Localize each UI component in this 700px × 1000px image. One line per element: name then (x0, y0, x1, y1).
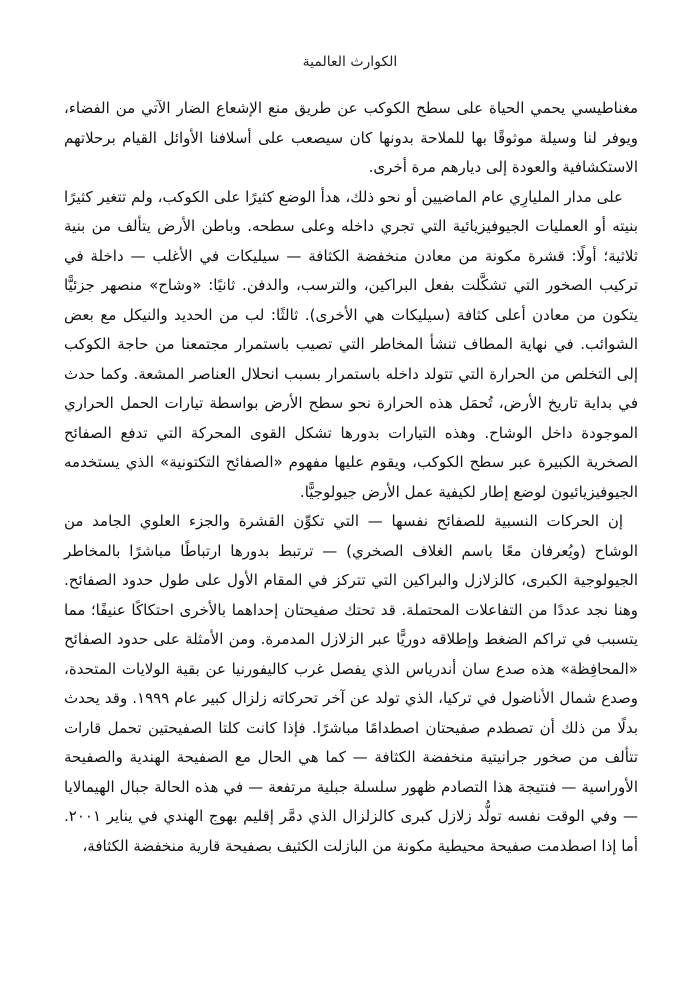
paragraph-earth-structure: على مدار المليارِي عام الماضيين أو نحو ذلك، هدأ الوضع كثيرًا على الكوكب، ولم تتغير كثيرًا بنيته أو العمليات الجيوفيزيائية التي تجري داخله وعلى سطحه. وباطن الأرض يتألف من بنية ثلاثية؛ أولًا: قشرة مكونة من معادن منخفضة الكثافة — سيليكات في الأغلب — داخلة في تركيب الصخور التي تشكَّلت بفعل البراكين، والترسب، والدفن. ثانيًا: «وشاح» منصهر جزئيًّا يتكون من معادن أعلى كثافة (سيليكات هي الأخرى). ثالثًا: لب من الحديد والنيكل مع بعض الشوائب. في نهاية المطاف تنشأ المخاطر التي تصيب باستمرار مجتمعنا من حاجة الكوكب إلى التخلص من الحرارة التي تتولد داخله باستمرار بسبب انحلال العناصر المشعة. وكما حدث في بداية تاريخ الأرض، تُحمَل هذه الحرارة نحو سطح الأرض بواسطة تيارات الحمل الحراري الموجودة داخل الوشاح. وهذه التيارات بدورها تشكل القوى المحركة التي تدفع الصفائح الصخرية الكبيرة عبر سطح الكوكب، ويقوم عليها مفهوم «الصفائح التكتونية» الذي يستخدمه الجيوفيزيائيون لوضع إطار لكيفية عمل الأرض جيولوجيًّا. (64, 187, 638, 501)
paragraph-continuation: مغناطيسي يحمي الحياة على سطح الكوكب عن طريق منع الإشعاع الضار الآتي من الفضاء، ويوفر لنا وسيلة موثوقًا بها للملاحة بدونها كان سيصعب على أسلافنا الأوائل القيام برحلاتهم الاستكشافية والعودة إلى ديارهم مرة أخرى. (64, 99, 638, 176)
body-text (64, 94, 638, 861)
running-header-title: الكوارث العالمية (302, 54, 398, 70)
paragraph-plate-motions: إن الحركات النسبية للصفائح نفسها — التي تكوِّن القشرة والجزء العلوي الجامد من الوشاح (ويُعرفان معًا باسم الغلاف الصخري) — ترتبط بدورها ارتباطًا مباشرًا بالمخاطر الجيولوجية الكبرى، كالزلازل والبراكين التي تتركز في المقام الأول على طول حدود الصفائح. وهنا نجد عددًا من التفاعلات المحتملة. قد تحتك صفيحتان إحداهما بالأخرى احتكاكًا عنيفًا؛ مما يتسبب في تراكم الضغط وإطلاقه دوريًّا عبر الزلازل المدمرة. ومن الأمثلة على حدود الصفائح «المحافِظة» هذه صدع سان أندرياس الذي يفصل غرب كاليفورنيا عن بقية الولايات المتحدة، وصدع شمال الأناضول في تركيا، الذي تولد عن آخر تحركاته زلزال كبير عام ١٩٩٩. وقد يحدث بدلًا من ذلك أن تصطدم صفيحتان اصطدامًا مباشرًا. فإذا كانت كلتا الصفيحتين تحمل قارات تتألف من صخور جرانيتية منخفضة الكثافة — كما هي الحال مع الصفيحة الهندية والصفيحة الأوراسية — فنتيجة هذا التصادم ظهور سلسلة جبلية مرتفعة — في هذه الحالة جبال الهيمالايا — وفي الوقت نفسه تولُّد زلازل كبرى كالزلزال الذي دمَّر إقليم بهوج الهندي في يناير ٢٠٠١. أما إذا اصطدمت صفيحة محيطية مكونة من البازلت الكثيف بصفيحة قارية منخفضة الكثافة، (64, 512, 638, 855)
